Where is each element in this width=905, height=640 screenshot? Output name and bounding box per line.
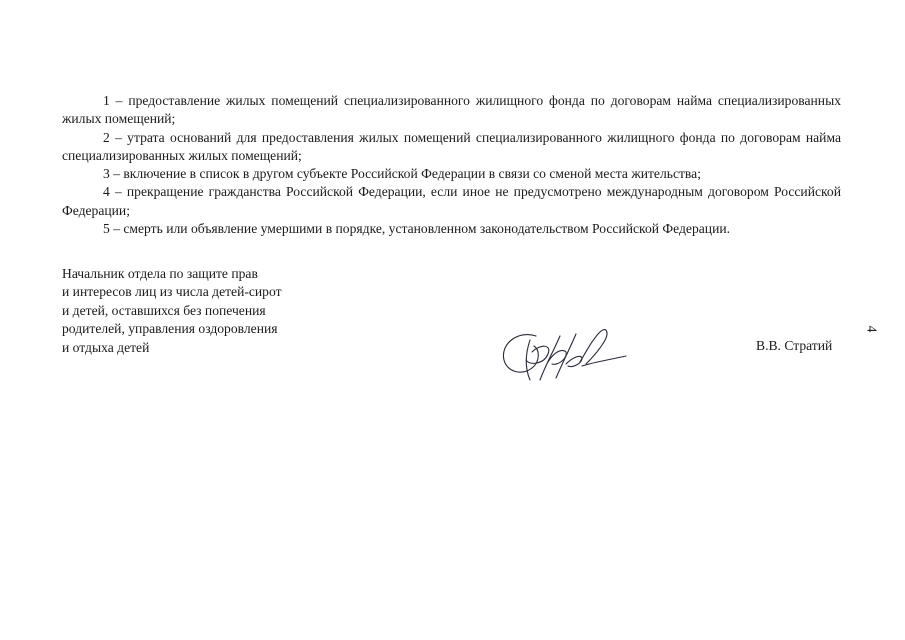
- document-body: [62, 92, 841, 238]
- list-item: 2 – утрата оснований для предоставления жилых помещений специализированного жилищного фонда по договорам найма специализированных жилых помещений;: [62, 129, 841, 163]
- signatory-title-line: Начальник отдела по защите прав: [62, 266, 258, 281]
- handwritten-signature-icon: [496, 322, 628, 384]
- list-item: 4 – прекращение гражданства Российской Федерации, если иное не предусмотрено международным договором Российской Федерации;: [62, 184, 841, 218]
- signatory-title-line: родителей, управления оздоровления: [62, 321, 278, 337]
- list-item: 1 – предоставление жилых помещений специализированного жилищного фонда по договорам найма специализированных жилых помещений;: [62, 93, 841, 127]
- signatory-title: [62, 265, 322, 357]
- signatory-name: В.В. Стратий: [756, 338, 833, 353]
- signatory-title-line: и отдыха детей: [62, 339, 150, 355]
- list-item: 3 – включение в список в другом субъекте Российской Федерации в связи со сменой места жительства;: [103, 166, 701, 182]
- signatory-title-line: и интересов лиц из числа детей-сирот: [62, 284, 282, 300]
- signatory-title-line: и детей, оставшихся без попечения: [62, 302, 266, 318]
- list-item: 5 – смерть или объявление умершими в порядке, установленном законодательством Российской Федерации.: [103, 221, 731, 237]
- page-number: 4: [864, 325, 880, 333]
